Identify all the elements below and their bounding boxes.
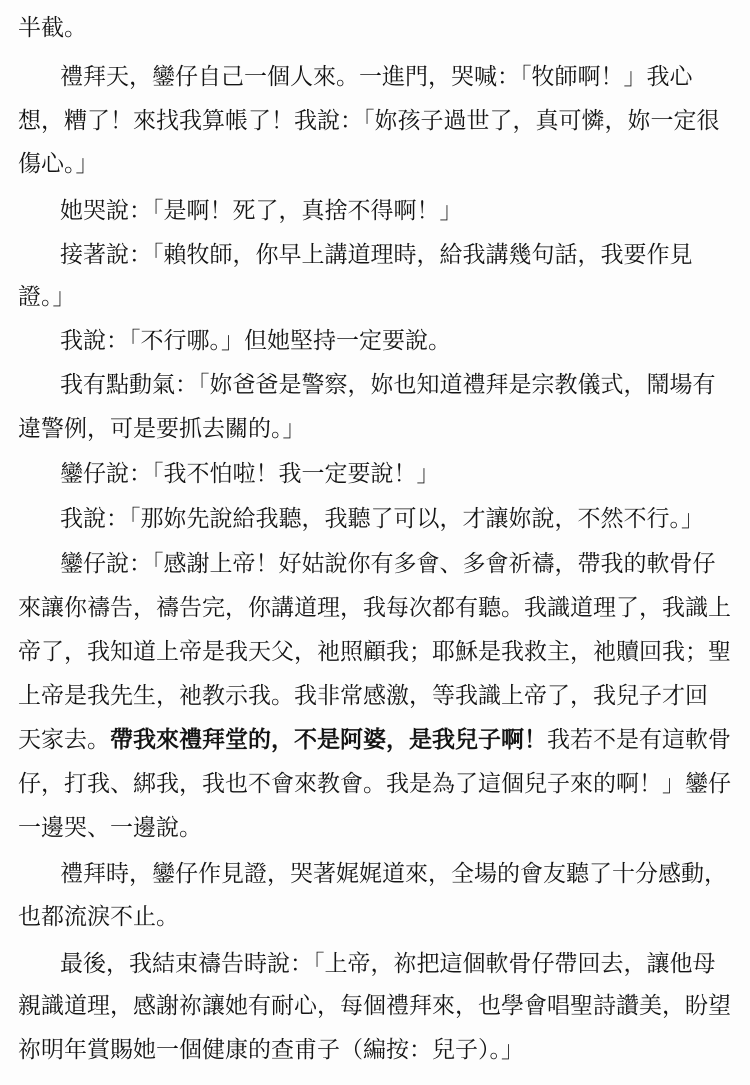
text-line-24: 祢明年賞賜她一個健康的查甫子（編按：兒子）。」 [18,1037,524,1063]
text-line-22: 最後，我結束禱告時說：「上帝，祢把這個軟骨仔帶回去，讓他母 [60,951,716,977]
text-line-15: 帝了，我知道上帝是我天父，祂照顧我；耶穌是我救主，祂贖回我；聖 [18,639,731,665]
text-line-5: 她哭說：「是啊！死了，真捨不得啊！」 [60,198,463,224]
text-line-7: 證。」 [18,284,76,310]
text-line-9: 我有點動氣：「妳爸爸是警察，妳也知道禮拜是宗教儀式，鬧場有 [60,372,716,398]
text-line-13: 鑾仔說：「感謝上帝！好姑說你有多會、多會祈禱，帶我的軟骨仔 [60,551,716,577]
text-line-1: 半截。 [18,15,87,41]
emphasized-text: 帶我來禮拜堂的，不是阿婆，是我兒子啊！ [110,726,547,753]
text-line-11: 鑾仔說：「我不怕啦！我一定要說！」 [60,461,440,487]
text-line-17-after: 我若不是有這軟骨 [547,727,731,753]
text-line-16: 上帝是我先生，祂教示我。我非常感激，等我識上帝了，我兒子才回 [18,683,708,709]
text-line-17 [0,720,750,760]
text-line-18: 仔，打我、綁我，我也不會來教會。我是為了這個兒子來的啊！」鑾仔 [18,771,731,797]
text-line-10: 違警例，可是要抓去關的。」 [18,416,306,442]
text-line-2: 禮拜天，鑾仔自己一個人來。一進門，哭喊：「牧師啊！」我心 [60,64,693,90]
text-line-23: 親識道理，感謝祢讓她有耐心，每個禮拜來，也學會唱聖詩讚美，盼望 [18,993,731,1019]
text-line-12: 我說：「那妳先說給我聽，我聽了可以，才讓妳說，不然不行。」 [60,506,704,532]
text-line-8: 我說：「不行哪。」但她堅持一定要說。 [60,328,451,354]
text-line-21: 也都流淚不止。 [18,904,179,930]
text-line-3: 想，糟了！來找我算帳了！我說：「妳孩子過世了，真可憐，妳一定很 [18,108,720,134]
text-line-4: 傷心。」 [18,151,99,177]
text-line-6: 接著說：「賴牧師，你早上講道理時，給我講幾句話，我要作見 [60,242,693,268]
text-line-19: 一邊哭、一邊說。 [18,815,202,841]
text-line-20: 禮拜時，鑾仔作見證，哭著娓娓道來，全場的會友聽了十分感動， [60,861,727,887]
text-line-14: 來讓你禱告，禱告完，你講道理，我每次都有聽。我識道理了，我識上 [18,595,731,621]
text-line-17-before: 天家去。 [18,727,110,753]
